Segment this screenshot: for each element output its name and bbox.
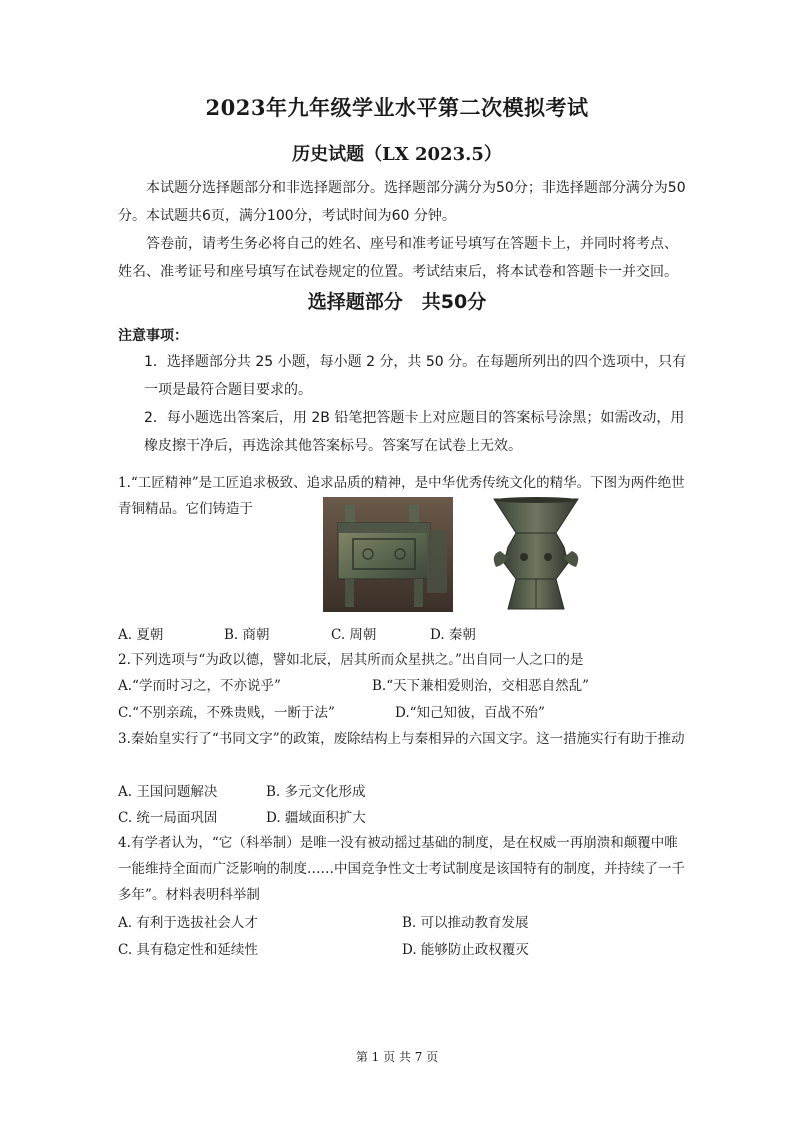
q2-option-d[interactable]: D.“知己知彼，百战不殆” [395, 705, 545, 721]
notice-item-2: 2．每小题选出答案后，用 2B 铅笔把答题卡上对应题目的答案标号涂黑；如需改动，用橡皮擦干净后，再选涂其他答案标号。答案写在试卷上无效。 [144, 410, 685, 454]
q2-option-b[interactable]: B.“天下兼相爱则治，交相恶自然乱” [372, 678, 590, 694]
q2-option-c[interactable]: C.“不别亲疏，不殊贵贱，一断于法” [118, 705, 335, 721]
q1-option-c[interactable]: C. 周朝 [331, 627, 377, 643]
q3-option-c[interactable]: C. 统一局面巩固 [118, 810, 218, 826]
exam-title: 2023年九年级学业水平第二次模拟考试 [205, 95, 589, 120]
q2-option-a[interactable]: A.“学而时习之，不亦说乎” [118, 678, 281, 694]
q4-option-d[interactable]: D. 能够防止政权覆灭 [402, 942, 529, 958]
intro-paragraph-2: 答卷前，请考生务必将自己的姓名、座号和准考证号填写在答题卡上，并同时将考点、姓名、准考证号和座号填写在试卷规定的位置。考试结束后，将本试卷和答题卡一并交回。 [118, 236, 678, 280]
page-footer: 第 1 页 共 7 页 [355, 1050, 439, 1064]
q4-option-a[interactable]: A. 有利于选拔社会人才 [118, 915, 258, 931]
q4-option-b[interactable]: B. 可以推动教育发展 [402, 915, 529, 931]
q1-option-d[interactable]: D. 秦朝 [430, 627, 476, 643]
section-title: 选择题部分 共50分 [307, 291, 487, 313]
q1-option-a[interactable]: A. 夏朝 [118, 627, 164, 643]
exam-subtitle: 历史试题（LX 2023.5） [292, 144, 502, 165]
question-3-stem: 3.秦始皇实行了“书同文字”的政策，废除结构上与秦相异的六国文字。这一措施实行有助于推动 [118, 731, 685, 747]
q3-option-d[interactable]: D. 疆域面积扩大 [266, 810, 366, 826]
bronze-ding-image [323, 497, 453, 612]
notice-heading: 注意事项： [118, 328, 188, 344]
notice-item-1: 1．选择题部分共 25 小题，每小题 2 分，共 50 分。在每题所列出的四个选项中，只有一项是最符合题目要求的。 [144, 354, 687, 398]
question-2-stem: 2.下列选项与“为政以德，譬如北辰，居其所而众星拱之。”出自同一人之口的是 [118, 652, 584, 668]
bronze-zun-image [486, 495, 586, 613]
bronze-zun-illustration [486, 495, 586, 613]
intro-paragraph-1: 本试题分选择题部分和非选择题部分。选择题部分满分为50分；非选择题部分满分为50 分。本试题共6页，满分100分，考试时间为60 分钟。 [118, 180, 686, 224]
q3-option-b[interactable]: B. 多元文化形成 [266, 784, 366, 800]
question-4-stem: 4.有学者认为，“它（科举制）是唯一没有被动摇过基础的制度，是在权威一再崩溃和颠覆中唯一能维持全面而广泛影响的制度……中国竞争性文士考试制度是该国特有的制度，并持续了一千多年”。材料表明科举制 [118, 835, 685, 903]
question-1-stem: 1.“工匠精神”是工匠追求极致、追求品质的精神，是中华优秀传统文化的精华。下图为两件绝世青铜精品。它们铸造于 [118, 475, 685, 517]
q3-option-a[interactable]: A. 王国问题解决 [118, 784, 218, 800]
q4-option-c[interactable]: C. 具有稳定性和延续性 [118, 942, 258, 958]
bronze-ding-illustration [323, 497, 453, 612]
q1-option-b[interactable]: B. 商朝 [224, 627, 270, 643]
